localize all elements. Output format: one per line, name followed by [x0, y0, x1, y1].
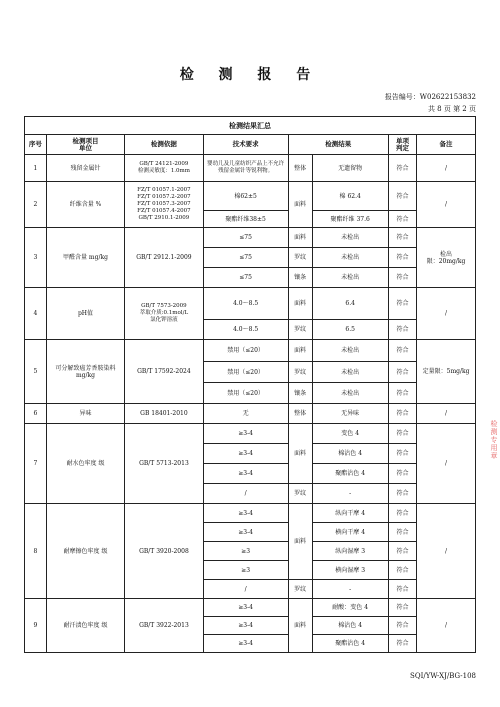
cell-part: 罗纹 [288, 248, 312, 268]
cell-req: ≥3-4 [203, 424, 288, 444]
cell-verdict: 符合 [388, 504, 416, 523]
cell-verdict: 符合 [388, 635, 416, 653]
cell-req: ≥3-4 [203, 523, 288, 542]
section-title: 检测结果汇总 [25, 117, 476, 135]
cell-result: 聚酯沾色 4 [312, 464, 388, 484]
cell-verdict: 符合 [388, 288, 416, 320]
cell-part: 罗纹 [288, 362, 312, 383]
cell-no: 5 [25, 340, 47, 404]
cell-result: 无异味 [312, 404, 388, 424]
cell-no: 2 [25, 182, 47, 228]
red-stamp: 检 测 专 用 章 [490, 420, 498, 460]
cell-basis: GB/T 3922-2013 [125, 599, 203, 653]
cell-result: 未检出 [312, 268, 388, 288]
cell-item: 残留金属针 [46, 155, 124, 182]
cell-verdict: 符合 [388, 523, 416, 542]
cell-verdict: 符合 [388, 424, 416, 444]
cell-part: 镶条 [288, 383, 312, 404]
cell-part: 镶条 [288, 268, 312, 288]
header-row [25, 135, 476, 155]
table-row [25, 155, 476, 182]
cell-req: ≥3-4 [203, 504, 288, 523]
cell-req: 禁用（≤20） [203, 383, 288, 404]
cell-req: ≥3-4 [203, 464, 288, 484]
cell-result: 未检出 [312, 340, 388, 362]
cell-basis: GB/T 5713-2013 [125, 424, 203, 504]
cell-part: 面料 [288, 599, 312, 653]
cell-result: 未检出 [312, 228, 388, 248]
table-row [25, 404, 476, 424]
cell-verdict: 符合 [388, 464, 416, 484]
cell-result: 棉沾色 4 [312, 617, 388, 635]
cell-item: 异味 [46, 404, 124, 424]
cell-verdict: 符合 [388, 228, 416, 248]
cell-req: 4.0～8.5 [203, 320, 288, 340]
cell-remark: / [417, 404, 476, 424]
cell-result: 横向干摩 4 [312, 523, 388, 542]
cell-result: 横向湿摩 3 [312, 561, 388, 580]
table-row [25, 424, 476, 444]
col-req: 技术要求 [203, 135, 288, 155]
table-row [25, 182, 476, 211]
col-no: 序号 [25, 135, 47, 155]
cell-part: 面料 [288, 182, 312, 228]
cell-verdict: 符合 [388, 211, 416, 228]
cell-req: 棉62±5 [203, 182, 288, 211]
cell-verdict: 符合 [388, 561, 416, 580]
cell-req: ≥3-4 [203, 599, 288, 617]
cell-result: 纵向干摩 4 [312, 504, 388, 523]
cell-req: ≥3-4 [203, 617, 288, 635]
cell-no: 1 [25, 155, 47, 182]
cell-result: 未检出 [312, 248, 388, 268]
table-row [25, 288, 476, 320]
cell-basis: GB/T 3920-2008 [125, 504, 203, 599]
cell-remark: / [417, 155, 476, 182]
cell-part: 面料 [288, 228, 312, 248]
cell-verdict: 符合 [388, 182, 416, 211]
cell-verdict: 符合 [388, 484, 416, 504]
cell-basis: GB/T 2912.1-2009 [125, 228, 203, 288]
cell-part: 面料 [288, 288, 312, 320]
cell-part: 面料 [288, 504, 312, 580]
cell-basis: FZ/T 01057.1-2007 FZ/T 01057.2-2007 FZ/T 01057.3-2007 FZ/T 01057.4-2007 GB/T 2910.1-2009 [125, 182, 203, 228]
col-item: 检测项目 单位 [46, 135, 124, 155]
cell-result: 棉沾色 4 [312, 444, 388, 464]
cell-basis: GB/T 7573-2009 萃取介质:0.1mol/L 氯化钾溶液 [125, 288, 203, 340]
cell-result: - [312, 484, 388, 504]
cell-verdict: 符合 [388, 155, 416, 182]
cell-item: pH值 [46, 288, 124, 340]
cell-remark: / [417, 288, 476, 340]
cell-result: 棉 62.4 [312, 182, 388, 211]
cell-part: 面料 [288, 424, 312, 484]
cell-req: 禁用（≤20） [203, 362, 288, 383]
cell-part: 面料 [288, 340, 312, 362]
cell-basis: GB/T 24121-2009 检测灵敏度：1.0mm [125, 155, 203, 182]
col-result: 检测结果 [288, 135, 388, 155]
cell-remark: / [417, 424, 476, 504]
cell-result: 聚酯沾色 4 [312, 635, 388, 653]
cell-part: 罗纹 [288, 484, 312, 504]
results-table [24, 116, 476, 653]
cell-req: ≥3 [203, 542, 288, 561]
cell-no: 4 [25, 288, 47, 340]
cell-result: 耐酸：变色 4 [312, 599, 388, 617]
cell-req: / [203, 580, 288, 599]
cell-remark: / [417, 599, 476, 653]
cell-item: 耐汗渍色牢度 级 [46, 599, 124, 653]
cell-result: 纵向湿摩 3 [312, 542, 388, 561]
cell-verdict: 符合 [388, 340, 416, 362]
cell-verdict: 符合 [388, 542, 416, 561]
cell-result: - [312, 580, 388, 599]
report-number: 报告编号：W02622153832 [384, 93, 476, 101]
cell-part: 整体 [288, 404, 312, 424]
cell-result: 未检出 [312, 362, 388, 383]
cell-result: 6.4 [312, 288, 388, 320]
cell-req: / [203, 484, 288, 504]
cell-req: 无 [203, 404, 288, 424]
cell-verdict: 符合 [388, 599, 416, 617]
cell-verdict: 符合 [388, 362, 416, 383]
cell-remark: 检出 限：20mg/kg [417, 228, 476, 288]
cell-result: 6.5 [312, 320, 388, 340]
cell-req: ≤75 [203, 228, 288, 248]
table-row [25, 340, 476, 362]
cell-no: 9 [25, 599, 47, 653]
table-row [25, 599, 476, 617]
cell-req: ≥3 [203, 561, 288, 580]
cell-verdict: 符合 [388, 404, 416, 424]
cell-result: 未检出 [312, 383, 388, 404]
table-row [25, 228, 476, 248]
cell-verdict: 符合 [388, 617, 416, 635]
document-code: SQI/YW-XJ/BG-108 [410, 672, 476, 680]
cell-part: 罗纹 [288, 320, 312, 340]
cell-req: 婴幼儿及儿童纺织产品上不允许残留金属针等锐利物。 [203, 155, 288, 182]
cell-no: 3 [25, 228, 47, 288]
cell-no: 7 [25, 424, 47, 504]
cell-verdict: 符合 [388, 320, 416, 340]
cell-item: 耐水色牢度 级 [46, 424, 124, 504]
col-basis: 检测依据 [125, 135, 203, 155]
cell-result: 聚酯纤维 37.6 [312, 211, 388, 228]
cell-req: ≥3-4 [203, 635, 288, 653]
cell-verdict: 符合 [388, 383, 416, 404]
cell-remark: / [417, 182, 476, 228]
cell-remark: 定量限：5mg/kg [417, 340, 476, 404]
cell-item: 甲醛含量 mg/kg [46, 228, 124, 288]
cell-no: 6 [25, 404, 47, 424]
cell-result: 变色 4 [312, 424, 388, 444]
cell-req: 禁用（≤20） [203, 340, 288, 362]
page-indicator: 共 8 页 第 2 页 [427, 105, 476, 113]
cell-item: 纤维含量 % [46, 182, 124, 228]
cell-basis: GB 18401-2010 [125, 404, 203, 424]
cell-req: ≤75 [203, 268, 288, 288]
cell-item: 可分解致癌芳香胺染料 mg/kg [46, 340, 124, 404]
report-title: 检 测 报 告 [179, 67, 321, 83]
cell-item: 耐摩擦色牢度 级 [46, 504, 124, 599]
cell-req: 4.0～8.5 [203, 288, 288, 320]
cell-remark: / [417, 504, 476, 599]
cell-verdict: 符合 [388, 268, 416, 288]
col-remark: 备注 [417, 135, 476, 155]
table-row [25, 504, 476, 523]
col-verdict: 单项 判定 [388, 135, 416, 155]
cell-req: ≥3-4 [203, 444, 288, 464]
cell-verdict: 符合 [388, 444, 416, 464]
cell-no: 8 [25, 504, 47, 599]
cell-result: 无遗留物 [312, 155, 388, 182]
cell-part: 整体 [288, 155, 312, 182]
cell-verdict: 符合 [388, 248, 416, 268]
cell-verdict: 符合 [388, 580, 416, 599]
cell-part: 罗纹 [288, 580, 312, 599]
cell-req: ≤75 [203, 248, 288, 268]
cell-req: 聚酯纤维38±5 [203, 211, 288, 228]
cell-basis: GB/T 17592-2024 [125, 340, 203, 404]
